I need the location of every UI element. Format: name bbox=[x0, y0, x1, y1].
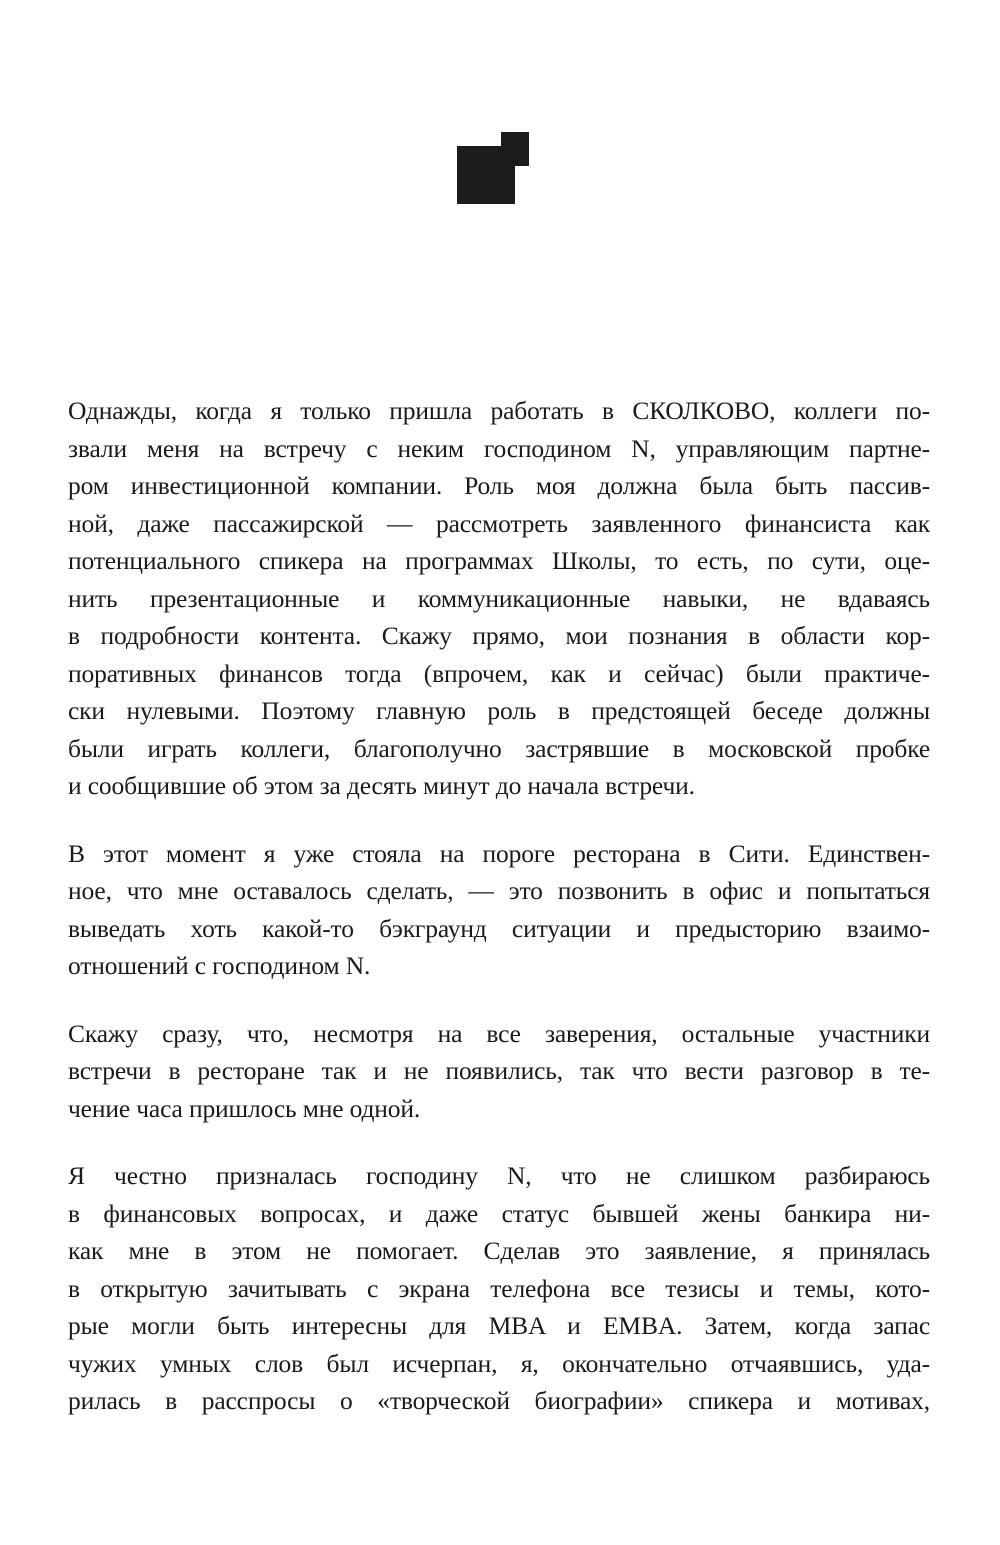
text-line: В этот момент я уже стояла на пороге ресторана в Сити. Единствен- bbox=[68, 838, 930, 868]
text-line: в открытую зачитывать с экрана телефона все тезисы и темы, кото- bbox=[68, 1273, 930, 1303]
text-line: ром инвестиционной компании. Роль моя должна была быть пассив- bbox=[68, 471, 930, 500]
text-line: потенциального спикера на программах Школы, то есть, по сути, оце- bbox=[68, 546, 930, 575]
text-line: в подробности контента. Скажу прямо, мои познания в области кор- bbox=[68, 621, 930, 650]
text-line: поративных финансов тогда (впрочем, как и сейчас) были практиче- bbox=[68, 658, 930, 688]
text-line: были играть коллеги, благополучно застрявшие в московской пробке bbox=[68, 733, 930, 763]
text-line: звали меня на встречу с неким господином N, управляющим партне- bbox=[68, 433, 930, 463]
chapter-square-icon bbox=[457, 132, 529, 204]
text-line: ное, что мне оставалось сделать, — это позвонить в офис и попытаться bbox=[68, 876, 930, 905]
paragraph-4 bbox=[68, 1157, 930, 1420]
text-line: выведать хоть какой-то бэкграунд ситуации и предысторию взаимо- bbox=[68, 913, 930, 943]
text-line: Скажу сразу, что, несмотря на все заверения, остальные участники bbox=[68, 1018, 930, 1048]
text-line: и сообщившие об этом за десять минут до начала встречи. bbox=[68, 771, 695, 800]
text-line: Я честно призналась господину N, что не слишком разбираюсь bbox=[68, 1161, 930, 1190]
body-text bbox=[68, 392, 930, 1450]
text-line: Однажды, когда я только пришла работать в СКОЛКОВО, коллеги по- bbox=[68, 396, 930, 425]
text-line: в финансовых вопросах, и даже статус бывшей жены банкира ни- bbox=[68, 1198, 930, 1228]
text-line: рилась в расспросы о «творческой биографии» спикера и мотивах, bbox=[68, 1386, 930, 1415]
paragraph-2 bbox=[68, 835, 930, 985]
text-line: чение часа пришлось мне одной. bbox=[68, 1093, 421, 1123]
text-line: встречи в ресторане так и не появились, так что вести разговор в те- bbox=[68, 1056, 930, 1085]
text-line: как мне в этом не помогает. Сделав это заявление, я принялась bbox=[68, 1236, 930, 1265]
text-line: нить презентационные и коммуникационные навыки, не вдаваясь bbox=[68, 583, 930, 613]
text-line: отношений с господином N. bbox=[68, 951, 371, 980]
paragraph-1 bbox=[68, 392, 930, 805]
text-line: чужих умных слов был исчерпан, я, окончательно отчаявшись, уда- bbox=[68, 1348, 930, 1378]
paragraph-3 bbox=[68, 1015, 930, 1128]
text-line: рые могли быть интересны для MBA и EMBA. Затем, когда запас bbox=[68, 1311, 930, 1340]
text-line: ной, даже пассажирской — рассмотреть заявленного финансиста как bbox=[68, 508, 930, 538]
text-line: ски нулевыми. Поэтому главную роль в предстоящей беседе должны bbox=[68, 696, 930, 725]
